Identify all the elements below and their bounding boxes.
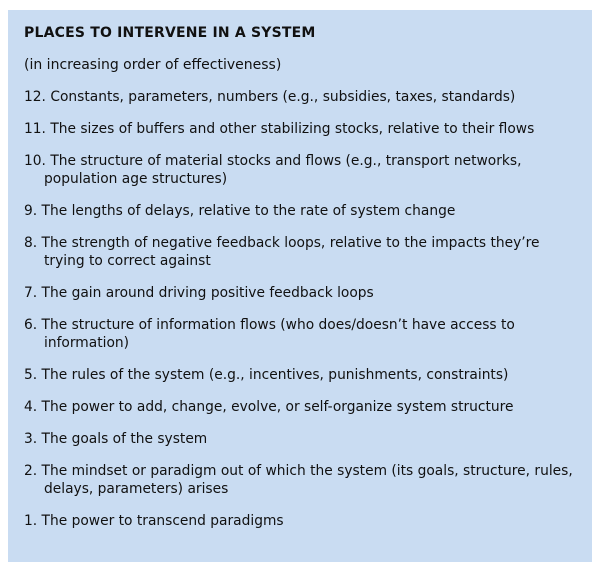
list-item: 10. The structure of material stocks and flows (e.g., transport networks, population age structures) [24, 153, 522, 187]
list-item: 2. The mindset or paradigm out of which the system (its goals, structure, rules, delays, parameters) arises [24, 463, 573, 497]
list-item: 3. The goals of the system [24, 431, 208, 447]
list-item: 5. The rules of the system (e.g., incentives, punishments, constraints) [24, 367, 509, 383]
info-panel [8, 10, 592, 562]
list-item: 6. The structure of information flows (who does/doesn’t have access to information) [24, 317, 515, 351]
list-item: 12. Constants, parameters, numbers (e.g., subsidies, taxes, standards) [24, 89, 516, 105]
panel-title: PLACES TO INTERVENE IN A SYSTEM [24, 25, 316, 41]
list-item: 11. The sizes of buffers and other stabilizing stocks, relative to their flows [24, 121, 535, 137]
panel-subtitle: (in increasing order of effectiveness) [24, 57, 282, 73]
list-item: 9. The lengths of delays, relative to the rate of system change [24, 203, 456, 219]
list-item: 7. The gain around driving positive feedback loops [24, 285, 374, 301]
intervention-list [24, 88, 580, 530]
list-item: 4. The power to add, change, evolve, or self-organize system structure [24, 399, 514, 415]
list-item: 1. The power to transcend paradigms [24, 513, 284, 529]
list-item: 8. The strength of negative feedback loops, relative to the impacts they’re trying to correct against [24, 235, 540, 269]
